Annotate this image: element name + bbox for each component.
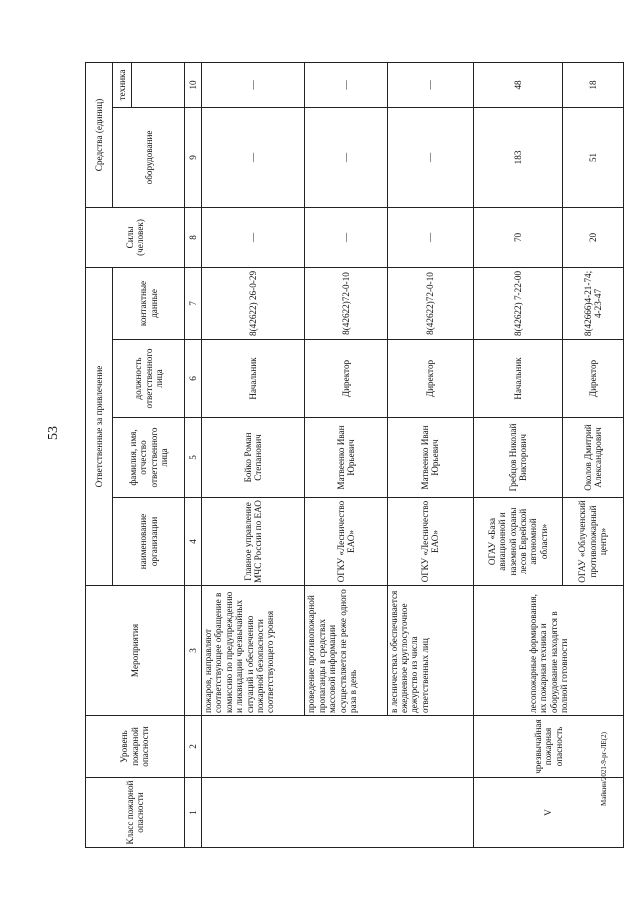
cell-position: Начальник xyxy=(474,340,563,418)
cell-technics: — xyxy=(387,62,474,107)
cell-level: чрезвычайная пожарная опасность xyxy=(474,716,624,778)
cell-equipment: — xyxy=(202,107,305,207)
cell-position: Начальник xyxy=(202,340,305,418)
cell-org: ОГКУ «Лесничество ЕАО» xyxy=(305,498,387,586)
header-equipment: оборудование xyxy=(113,107,185,207)
cell-equipment: 183 xyxy=(474,107,563,207)
rotated-table-container xyxy=(85,63,624,848)
page-number: 53 xyxy=(46,426,61,440)
cell-position: Директор xyxy=(387,340,474,418)
cell-forces: — xyxy=(387,207,474,267)
col-number: 10 xyxy=(185,62,202,107)
cell-fio: Бойко Роман Степанович xyxy=(202,418,305,498)
col-number: 3 xyxy=(185,586,202,716)
cell-org: ОГКУ «Лесничество ЕАО» xyxy=(387,498,474,586)
cell-level xyxy=(202,716,474,778)
header-responsible: Ответственные за привлечение xyxy=(86,267,113,585)
col-number: 8 xyxy=(185,207,202,267)
cell-measure: пожаров, направляют соответствующее обращение в комиссию по предупреждению и ликвидации чрезвычайных ситуаций и обеспечению пожарной безопасности соответствующего уровня xyxy=(202,586,305,716)
cell-forces: 70 xyxy=(474,207,563,267)
cell-contacts: 8(42666)4-21-74; 4-23-47 xyxy=(562,267,623,339)
document-footer: Майкин/2021-9-рг-ЛЕ(2) xyxy=(600,732,608,806)
header-measures: Мероприятия xyxy=(86,586,185,716)
fire-safety-table xyxy=(85,62,624,848)
cell-contacts: 8(42622) 26-0-29 xyxy=(202,267,305,339)
cell-measure: в лесничествах обеспечивается ежедневное круглосуточное дежурство из числа ответственных лиц xyxy=(387,586,474,716)
header-contacts: контактные данные xyxy=(113,267,185,339)
cell-forces: — xyxy=(202,207,305,267)
cell-fio: Околов Дмитрий Александрович xyxy=(562,418,623,498)
col-number: 5 xyxy=(185,418,202,498)
cell-class: V xyxy=(474,778,624,848)
cell-measure: проведение противопожарной пропаганды в средствах массовой информации осуществляется не реже одного раза в день xyxy=(305,586,387,716)
cell-measure: лесопожарные формирования, их пожарная техника и оборудование находятся в полной готовности xyxy=(474,586,624,716)
table-row xyxy=(474,62,563,847)
cell-contacts: 8(42622)72-0-10 xyxy=(387,267,474,339)
column-number-row xyxy=(185,62,202,847)
cell-contacts: 8(42622) 7-22-00 xyxy=(474,267,563,339)
table-row xyxy=(202,62,305,847)
col-number: 1 xyxy=(185,778,202,848)
header-technics: техника xyxy=(113,62,132,107)
cell-fio: Гребцов Николай Викторович xyxy=(474,418,563,498)
cell-forces: 20 xyxy=(562,207,623,267)
cell-contacts: 8(42622)72-0-10 xyxy=(305,267,387,339)
cell-equipment: — xyxy=(387,107,474,207)
cell-technics: 18 xyxy=(562,62,623,107)
col-number: 4 xyxy=(185,498,202,586)
header-position: должность ответственного лица xyxy=(113,340,185,418)
col-number: 9 xyxy=(185,107,202,207)
cell-fio: Матвеенко Иван Юрьевич xyxy=(387,418,474,498)
header-forces: Силы (человек) xyxy=(86,207,185,267)
header-level: Уровень пожарной опасности xyxy=(86,716,185,778)
header-org: наименование организации xyxy=(113,498,185,586)
cell-org: ОГАУ «База авиационной и наземной охраны лесов Еврейской автономной области» xyxy=(474,498,563,586)
col-number: 2 xyxy=(185,716,202,778)
cell-equipment: — xyxy=(305,107,387,207)
cell-equipment: 51 xyxy=(562,107,623,207)
cell-class xyxy=(202,778,474,848)
cell-fio: Матвеенко Иван Юрьевич xyxy=(305,418,387,498)
cell-technics: — xyxy=(202,62,305,107)
header-class: Класс пожарной опасности xyxy=(86,778,185,848)
cell-forces: — xyxy=(305,207,387,267)
header-means: Средства (единиц) xyxy=(86,62,113,207)
col-number: 6 xyxy=(185,340,202,418)
cell-technics: 48 xyxy=(474,62,563,107)
col-number: 7 xyxy=(185,267,202,339)
cell-org: ОГАУ «Облученский противопожарный центр» xyxy=(562,498,623,586)
cell-org: Главное управление МЧС России по ЕАО xyxy=(202,498,305,586)
cell-position: Директор xyxy=(305,340,387,418)
cell-position: Директор xyxy=(562,340,623,418)
header-fio: фамилия, имя, отчество ответственного лица xyxy=(113,418,185,498)
cell-technics: — xyxy=(305,62,387,107)
